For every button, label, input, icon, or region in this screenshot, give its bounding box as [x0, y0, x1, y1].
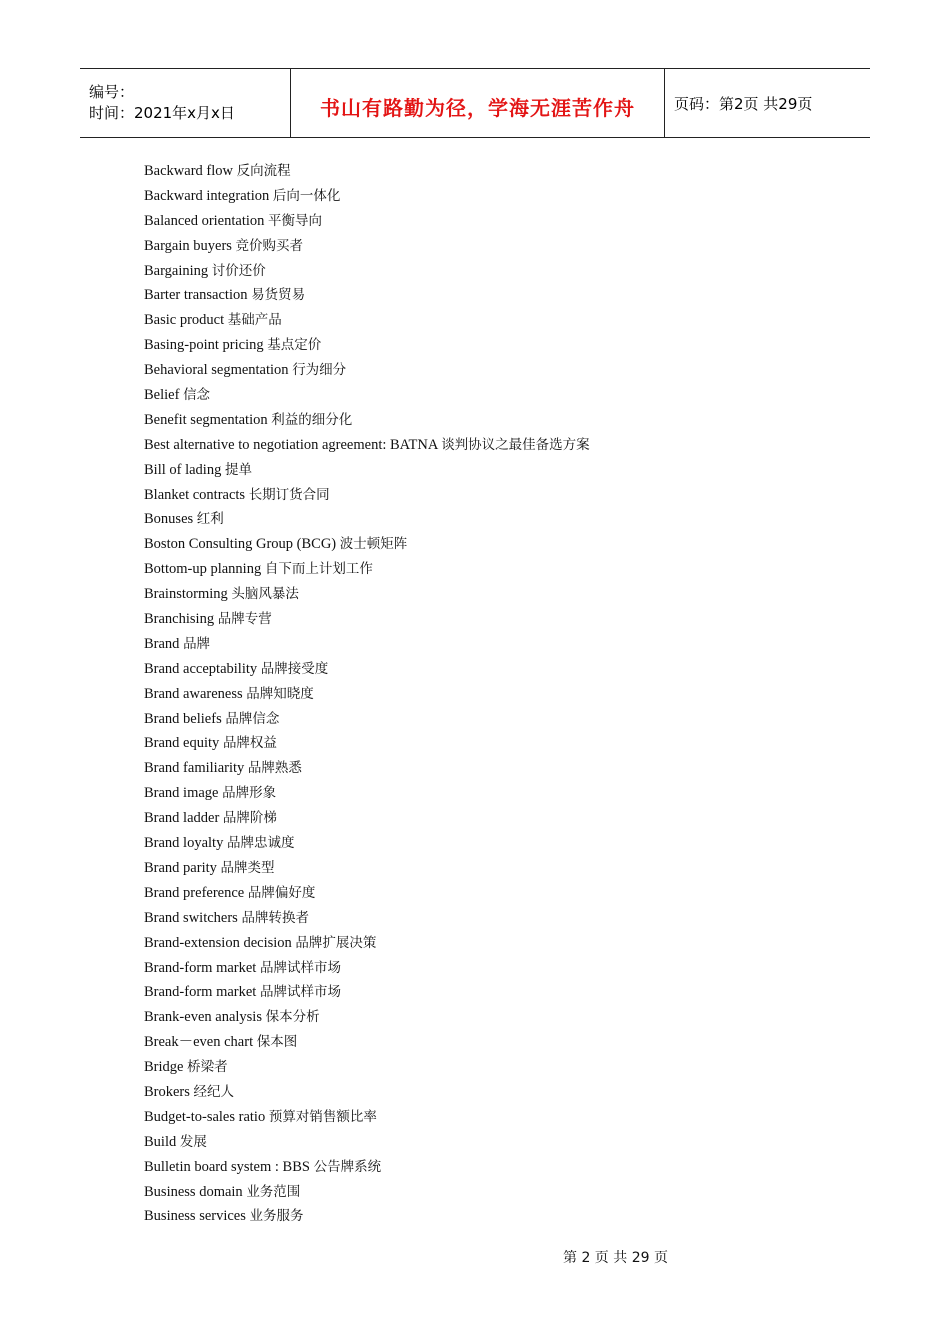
- term-chinese: 后向一体化: [272, 187, 341, 204]
- term-chinese: 头脑风暴法: [231, 586, 299, 603]
- glossary-entry: [144, 980, 590, 1005]
- glossary-entry: [144, 1005, 590, 1030]
- term-chinese: 品牌试样市场: [259, 959, 341, 976]
- glossary-entry: [144, 806, 590, 831]
- term-english: Brand preference: [144, 884, 245, 901]
- term-chinese: 利益的细分化: [271, 411, 353, 428]
- term-chinese: 自下而上计划工作: [264, 561, 373, 578]
- term-chinese: 竞价购买者: [235, 237, 304, 254]
- glossary-entry: [144, 333, 590, 358]
- term-english: Bottom-up planning: [144, 561, 262, 578]
- document-header: [80, 68, 870, 138]
- term-chinese: 基点定价: [267, 337, 322, 354]
- glossary-entry: [144, 607, 590, 632]
- term-chinese: 桥梁者: [187, 1059, 228, 1076]
- glossary-entry: [144, 1180, 590, 1205]
- glossary-entry: [144, 209, 590, 234]
- glossary-entry: [144, 756, 590, 781]
- serial-label: 编号：: [89, 83, 135, 101]
- term-chinese: 平衡导向: [268, 212, 323, 229]
- glossary-entry: [144, 956, 590, 981]
- glossary-entry: [144, 781, 590, 806]
- header-motto-cell: [291, 69, 665, 137]
- term-english: Brokers: [144, 1083, 190, 1100]
- term-chinese: 波士顿矩阵: [339, 536, 408, 553]
- glossary-entry: [144, 1080, 590, 1105]
- glossary-entry: [144, 1204, 590, 1229]
- term-english: Brand beliefs: [144, 710, 222, 727]
- glossary-entry: [144, 483, 590, 508]
- term-english: Business domain: [144, 1183, 243, 1200]
- glossary-entry: [144, 1030, 590, 1055]
- term-english: Bargain buyers: [144, 237, 232, 254]
- term-chinese: 品牌权益: [222, 735, 277, 752]
- term-english: Bulletin board system : BBS: [144, 1158, 310, 1175]
- glossary-entry: [144, 358, 590, 383]
- term-chinese: 公告牌系统: [313, 1158, 382, 1175]
- header-info-cell: [80, 69, 291, 137]
- glossary-entry: [144, 582, 590, 607]
- term-english: Behavioral segmentation: [144, 362, 289, 379]
- glossary-entry: [144, 532, 590, 557]
- page-footer: 第 2 页 共 29 页: [563, 1250, 668, 1266]
- glossary-entry: [144, 632, 590, 657]
- term-chinese: 反向流程: [236, 163, 291, 179]
- term-chinese: 红利: [196, 511, 224, 528]
- term-english: Brand ladder: [144, 810, 220, 827]
- term-chinese: 业务服务: [249, 1208, 304, 1225]
- term-chinese: 行为细分: [292, 362, 347, 379]
- term-chinese: 品牌知晓度: [246, 685, 314, 702]
- glossary-entry: [144, 1155, 590, 1180]
- term-chinese: 品牌: [183, 635, 211, 652]
- term-english: Balanced orientation: [144, 212, 265, 229]
- term-english: Bridge: [144, 1059, 184, 1076]
- term-chinese: 预算对销售额比率: [268, 1108, 377, 1125]
- term-chinese: 讨价还价: [211, 262, 266, 279]
- term-english: Brand image: [144, 785, 219, 802]
- term-chinese: 保本图: [256, 1034, 298, 1051]
- term-english: Brank-even analysis: [144, 1009, 262, 1026]
- glossary-entry: [144, 159, 590, 184]
- glossary-entry: [144, 283, 590, 308]
- term-english: Brand-extension decision: [144, 934, 292, 951]
- term-chinese: 提单: [224, 461, 252, 478]
- term-chinese: 品牌熟悉: [247, 760, 302, 777]
- term-english: Brand parity: [144, 859, 217, 876]
- term-chinese: 业务范围: [246, 1183, 301, 1200]
- glossary-entry: [144, 507, 590, 532]
- glossary-entry: [144, 383, 590, 408]
- glossary-entry: [144, 1130, 590, 1155]
- term-chinese: 品牌偏好度: [247, 884, 316, 901]
- header-page-cell: [665, 69, 870, 137]
- term-chinese: 经纪人: [193, 1083, 235, 1100]
- term-english: Barter transaction: [144, 287, 248, 304]
- glossary-entry: [144, 458, 590, 483]
- term-chinese: 品牌信念: [225, 710, 280, 727]
- term-chinese: 品牌类型: [220, 859, 275, 876]
- term-chinese: 品牌形象: [222, 785, 277, 802]
- term-english: Brand familiarity: [144, 760, 245, 777]
- term-english: Basing-point pricing: [144, 337, 264, 354]
- term-chinese: 品牌试样市场: [259, 984, 341, 1001]
- term-english: Break－even chart: [144, 1034, 254, 1051]
- glossary-entry: [144, 408, 590, 433]
- term-chinese: 长期订货合同: [248, 486, 330, 503]
- glossary-entry: [144, 308, 590, 333]
- term-english: Build: [144, 1133, 177, 1150]
- glossary-entry: [144, 557, 590, 582]
- term-english: Boston Consulting Group (BCG): [144, 536, 337, 553]
- term-english: Belief: [144, 387, 180, 404]
- term-english: Best alternative to negotiation agreement: BATNA: [144, 436, 438, 453]
- term-english: Budget-to-sales ratio: [144, 1108, 266, 1125]
- glossary-entry: [144, 831, 590, 856]
- term-english: Brainstorming: [144, 586, 228, 603]
- term-english: Brand switchers: [144, 909, 238, 926]
- term-chinese: 保本分析: [265, 1009, 320, 1026]
- glossary-entry: [144, 184, 590, 209]
- term-english: Blanket contracts: [144, 486, 246, 503]
- term-chinese: 品牌专营: [217, 611, 272, 628]
- term-chinese: 易货贸易: [251, 287, 306, 304]
- term-english: Bargaining: [144, 262, 209, 279]
- glossary-entry: [144, 931, 590, 956]
- glossary-entry: [144, 707, 590, 732]
- glossary-entry: [144, 906, 590, 931]
- glossary-entry: [144, 433, 590, 458]
- term-chinese: 品牌转换者: [241, 909, 309, 926]
- term-chinese: 品牌接受度: [260, 660, 329, 677]
- motto-text: 书山有路勤为径，学海无涯苦作舟: [320, 95, 635, 120]
- glossary-entry: [144, 234, 590, 259]
- term-english: Brand-form market: [144, 984, 257, 1001]
- glossary-entry: [144, 682, 590, 707]
- term-chinese: 品牌阶梯: [222, 810, 277, 827]
- glossary-entry: [144, 856, 590, 881]
- term-chinese: 品牌扩展决策: [295, 934, 377, 951]
- page-info: 页码：第2页 共29页: [674, 94, 813, 113]
- term-chinese: 信念: [183, 387, 211, 404]
- term-english: Basic product: [144, 312, 225, 329]
- glossary-entry: [144, 259, 590, 284]
- glossary-entry: [144, 731, 590, 756]
- term-english: Brand acceptability: [144, 660, 258, 677]
- term-chinese: 发展: [179, 1133, 207, 1150]
- term-english: Brand: [144, 635, 180, 652]
- term-english: Backward flow: [144, 163, 233, 179]
- term-english: Benefit segmentation: [144, 411, 268, 428]
- term-english: Brand loyalty: [144, 835, 224, 852]
- term-english: Brand awareness: [144, 685, 243, 702]
- glossary-entry: [144, 881, 590, 906]
- term-english: Bill of lading: [144, 461, 222, 478]
- term-english: Backward integration: [144, 187, 270, 204]
- term-chinese: 基础产品: [227, 312, 282, 329]
- glossary-entry: [144, 657, 590, 682]
- term-english: Brand-form market: [144, 959, 257, 976]
- glossary-list: [144, 159, 590, 1229]
- glossary-entry: [144, 1105, 590, 1130]
- term-english: Bonuses: [144, 511, 194, 528]
- term-chinese: 谈判协议之最佳备选方案: [441, 436, 590, 453]
- glossary-entry: [144, 1055, 590, 1080]
- term-english: Branchising: [144, 611, 215, 628]
- term-chinese: 品牌忠诚度: [226, 835, 295, 852]
- term-english: Business services: [144, 1208, 246, 1225]
- time-label: 时间：2021年x月x日: [89, 104, 235, 122]
- term-english: Brand equity: [144, 735, 220, 752]
